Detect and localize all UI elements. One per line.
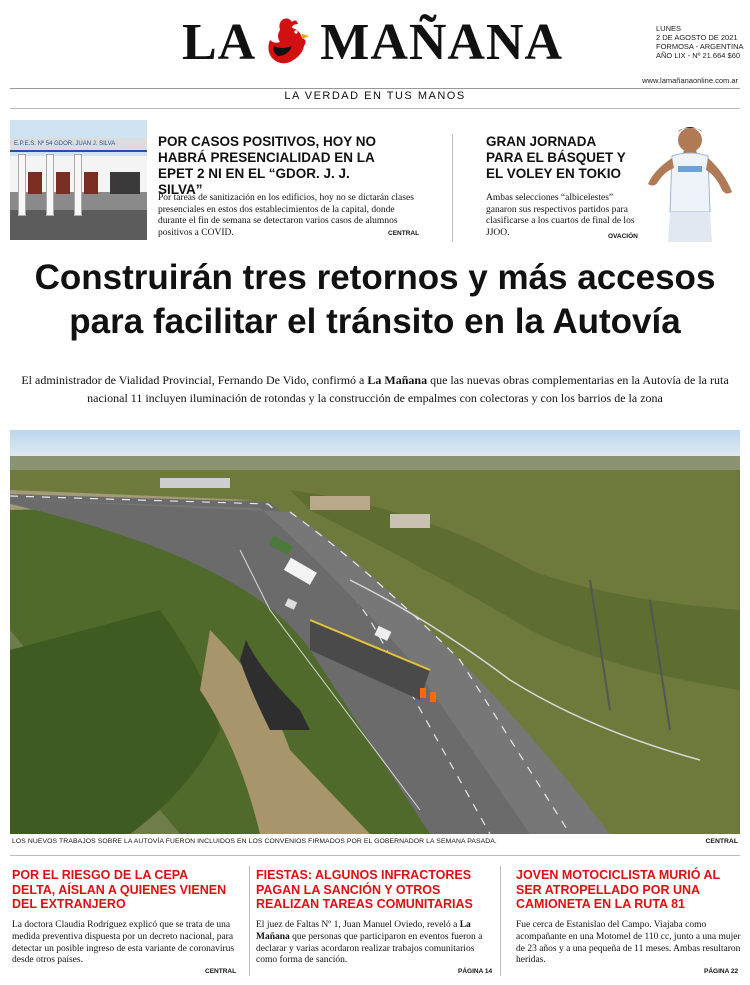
main-headline-line1: Construirán tres retornos y más accesos — [34, 258, 716, 297]
basketball-player-photo[interactable] — [640, 120, 740, 242]
logo-text-right: MAÑANA — [320, 13, 564, 71]
story-credit-fiestas: PÁGINA 14 — [458, 968, 493, 975]
highway-aerial-photo[interactable] — [10, 430, 740, 834]
newspaper-logo[interactable] — [182, 12, 567, 72]
story-body-motociclista: Fue cerca de Estanislao del Campo. Viajaba como acompañante en una Motomel de 110 cc, junto a una mujer de 23 años y a una pequeña de 11 meses. Ambas resultaron heridas. — [516, 920, 741, 966]
school-sign: E.P.E.S. Nº 54 GDOR. JUAN J. SILVA — [10, 138, 147, 152]
column — [46, 154, 54, 216]
story-text: El juez de Faltas Nº 1, Juan Manuel Oviedo, reveló a — [256, 920, 460, 930]
story-bold-text: La Mañana — [256, 920, 471, 942]
window — [28, 172, 42, 194]
column-divider — [249, 866, 250, 976]
lead-text: El administrador de Vialidad Provincial, Fernando De Vido, confirmó a — [21, 373, 368, 387]
motto-text: LA VERDAD EN TUS MANOS — [274, 90, 475, 102]
column — [18, 154, 26, 216]
column-divider — [500, 866, 501, 976]
teaser-body-school: Por tareas de sanitización en los edificios, hoy no se dictarán clases presenciales en estos dos establecimientos de la capital, donde durante el fin de semana se detectaron varios casos de alumnos positivos a COVID. — [158, 193, 414, 238]
photo-credit: CENTRAL — [705, 838, 738, 845]
story-text: que personas que participaron en eventos fueron a declarar y varias acordaron realizar trabajos comunitarios como forma de sanción. — [256, 931, 483, 966]
window — [56, 172, 70, 194]
column-divider — [452, 134, 453, 242]
issue-place: FORMOSA - ARGENTINA — [656, 42, 744, 51]
issue-date: 2 DE AGOSTO DE 2021 — [656, 33, 738, 42]
masthead — [0, 0, 750, 108]
lead-bold-text: La Mañana — [367, 373, 428, 387]
story-headline-delta[interactable]: POR EL RIESGO DE LA CEPA DELTA, AÍSLAN A QUIENES VIENEN DEL EXTRANJERO — [12, 868, 227, 911]
rooster-icon — [262, 16, 314, 68]
divider — [10, 855, 740, 856]
story-headline-fiestas[interactable]: FIESTAS: ALGUNOS INFRACTORES PAGAN LA SANCIÓN Y OTROS REALIZAN TAREAS COMUNITARIAS — [256, 868, 473, 911]
teaser-headline-sports[interactable]: GRAN JORNADA PARA EL BÁSQUET Y EL VOLEY EN TOKIO — [486, 134, 626, 181]
main-headline-line2: para facilitar el tránsito en la Autovía — [69, 302, 681, 341]
issue-number: AÑO LIX - Nº 21.664 $60 — [656, 51, 741, 60]
divider — [10, 108, 740, 109]
teaser-credit-school: CENTRAL — [388, 230, 420, 237]
column — [74, 154, 82, 216]
logo-text-left: LA — [182, 13, 257, 71]
story-credit-delta: CENTRAL — [205, 968, 237, 975]
story-headline-motociclista[interactable]: JOVEN MOTOCICLISTA MURIÓ AL SER ATROPELLADO POR UNA CAMIONETA EN LA RUTA 81 — [516, 868, 720, 911]
photo-caption: LOS NUEVOS TRABAJOS SOBRE LA AUTOVÍA FUERON INCLUIDOS EN LOS CONVENIOS FIRMADOS POR EL GOBERNADOR LA SEMANA PASADA. — [12, 838, 497, 845]
story-body-fiestas — [256, 920, 488, 967]
teaser-body-sports: Ambas selecciones “albicelestes” ganaron sus respectivos partidos para clasificarse a los cuartos de final de los JJOO. — [486, 193, 635, 238]
main-headline[interactable] — [0, 256, 750, 344]
teaser-headline-school[interactable]: POR CASOS POSITIVOS, HOY NO HABRÁ PRESENCIALIDAD EN LA EPET 2 NI EN EL “GDOR. J. J. SILVA” — [158, 134, 377, 197]
school-photo[interactable] — [10, 120, 147, 240]
teaser-credit-sports: OVACIÓN — [608, 233, 638, 240]
issue-info — [656, 24, 744, 60]
divider — [10, 88, 740, 89]
story-credit-motociclista: PÁGINA 22 — [704, 968, 739, 975]
website-link[interactable]: www.lamañanaonline.com.ar — [642, 76, 738, 85]
lead-text: que las nuevas obras complementarias en la Autovía de la ruta nacional 11 incluyen iluminación de rotondas y la construcción de empalmes con colectoras y con los barrios de la zona — [87, 373, 729, 405]
door — [110, 172, 140, 194]
main-lead — [12, 371, 738, 407]
window — [84, 172, 98, 194]
issue-day: LUNES — [656, 24, 682, 33]
motto — [0, 90, 750, 102]
story-body-delta: La doctora Claudia Rodríguez explicó que se trata de una medida preventiva dispuesta por un decreto nacional, para detectar un posible ingreso de esta variante de coronavirus desde otros países. — [12, 920, 235, 966]
